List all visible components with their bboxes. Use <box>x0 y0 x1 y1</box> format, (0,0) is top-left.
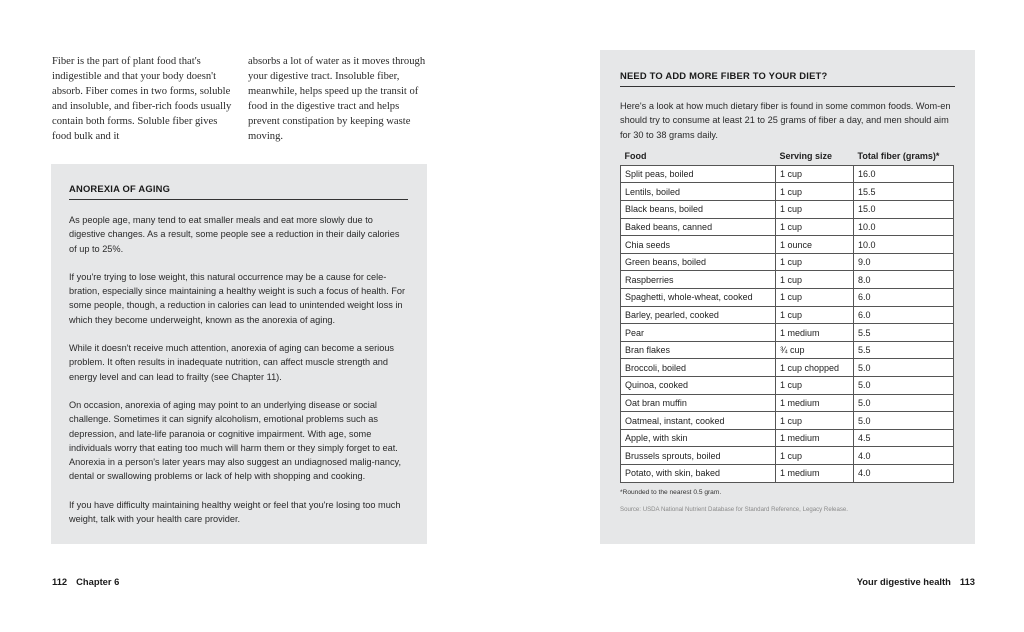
fiber-table-body <box>621 165 954 482</box>
total-fiber-cell: 5.5 <box>854 341 954 359</box>
table-row <box>621 236 954 254</box>
page-number: 113 <box>959 576 975 587</box>
running-head: Your digestive health <box>856 576 951 587</box>
food-cell: Oat bran muffin <box>621 394 776 412</box>
total-fiber-cell: 5.5 <box>854 324 954 342</box>
table-row <box>621 464 954 482</box>
food-cell: Potato, with skin, baked <box>621 464 776 482</box>
sidebar-paragraph: On occasion, anorexia of aging may point to an underlying disease or social challenge. Sometimes it can signify alcoholism, emotional problems such as depression, and late-life paranoia or cognitive impairment. With age, some individuals worry that eating too much will harm them or they simply forget to eat. Anorexia in a person's later years may also suggest an undiagnosed malig-nancy, dental or swallowing problems or lack of help with shopping and cooking. <box>69 399 402 482</box>
total-fiber-cell: 6.0 <box>854 289 954 307</box>
table-source: Source: USDA National Nutrient Database for Standard Reference, Legacy Release. <box>620 505 848 513</box>
total-fiber-cell: 5.0 <box>854 394 954 412</box>
column-header-food: Food <box>624 150 647 161</box>
total-fiber-cell: 15.0 <box>854 201 954 219</box>
table-header-row <box>621 147 954 166</box>
food-cell: Black beans, boiled <box>621 201 776 219</box>
table-row <box>621 165 954 183</box>
column-header-total-fiber: Total fiber (grams)* <box>857 150 940 161</box>
total-fiber-cell: 5.0 <box>854 412 954 430</box>
table-row <box>621 412 954 430</box>
food-cell: Apple, with skin <box>621 429 776 447</box>
serving-size-cell: 1 medium <box>776 324 854 342</box>
food-cell: Split peas, boiled <box>621 165 776 183</box>
food-cell: Baked beans, canned <box>621 218 776 236</box>
total-fiber-cell: 16.0 <box>854 165 954 183</box>
table-row <box>621 289 954 307</box>
sidebar-title: ANOREXIA OF AGING <box>69 183 408 200</box>
total-fiber-cell: 5.0 <box>854 377 954 395</box>
fiber-table <box>620 147 954 483</box>
fiber-sidebar <box>600 50 975 544</box>
sidebar-paragraph: While it doesn't receive much attention, anorexia of aging can become a serious problem. It often results in inadequate nutrition, can affect muscle strength and energy level and can lead to frailty (see Chapter 11). <box>69 343 395 382</box>
table-row <box>621 183 954 201</box>
table-row <box>621 377 954 395</box>
food-cell: Broccoli, boiled <box>621 359 776 377</box>
food-cell: Spaghetti, whole-wheat, cooked <box>621 289 776 307</box>
serving-size-cell: 1 ounce <box>776 236 854 254</box>
fiber-sidebar-title: NEED TO ADD MORE FIBER TO YOUR DIET? <box>620 70 955 87</box>
sidebar-paragraph: If you're trying to lose weight, this natural occurrence may be a cause for cele-bration, especially since maintaining a healthy weight is such a focus of health. For some people, though, a reduction in calories can lead to unintended weight loss in which they become underweight, known as the anorexia of aging. <box>69 271 406 325</box>
fiber-intro-text: Here's a look at how much dietary fiber is found in some common foods. Wom-en should try to consume at least 21 to 25 grams of fiber a day, and men should aim for 30 to 38 grams daily. <box>620 101 951 140</box>
column-header-serving-size: Serving size <box>779 150 833 161</box>
table-row <box>621 324 954 342</box>
body-text-column-2: absorbs a lot of water as it moves through your digestive tract. Insoluble fiber, meanwhile, helps speed up the transit of food in the digestive tract and helps prevent constipation by keeping waste moving. <box>248 56 426 142</box>
page-number: 112 <box>52 576 68 587</box>
serving-size-cell: 1 cup <box>776 271 854 289</box>
left-page-footer <box>52 576 119 587</box>
serving-size-cell: 1 cup chopped <box>776 359 854 377</box>
food-cell: Quinoa, cooked <box>621 377 776 395</box>
serving-size-cell: 1 medium <box>776 394 854 412</box>
food-cell: Green beans, boiled <box>621 253 776 271</box>
serving-size-cell: 1 cup <box>776 183 854 201</box>
total-fiber-cell: 10.0 <box>854 218 954 236</box>
food-cell: Pear <box>621 324 776 342</box>
serving-size-cell: 1 cup <box>776 253 854 271</box>
table-row <box>621 201 954 219</box>
table-row <box>621 394 954 412</box>
food-cell: Chia seeds <box>621 236 776 254</box>
serving-size-cell: 1 cup <box>776 201 854 219</box>
total-fiber-cell: 9.0 <box>854 253 954 271</box>
table-row <box>621 271 954 289</box>
sidebar-paragraph: As people age, many tend to eat smaller meals and eat more slowly due to digestive changes. As a result, some people see a reduction in their daily calories of up to 25%. <box>69 215 400 254</box>
food-cell: Raspberries <box>621 271 776 289</box>
serving-size-cell: 1 medium <box>776 464 854 482</box>
food-cell: Lentils, boiled <box>621 183 776 201</box>
total-fiber-cell: 4.0 <box>854 464 954 482</box>
table-row <box>621 253 954 271</box>
food-cell: Barley, pearled, cooked <box>621 306 776 324</box>
total-fiber-cell: 6.0 <box>854 306 954 324</box>
serving-size-cell: 1 cup <box>776 306 854 324</box>
serving-size-cell: 1 cup <box>776 165 854 183</box>
table-row <box>621 306 954 324</box>
table-row <box>621 429 954 447</box>
total-fiber-cell: 8.0 <box>854 271 954 289</box>
serving-size-cell: 1 cup <box>776 377 854 395</box>
body-text-column-1: Fiber is the part of plant food that's indigestible and that your body doesn't absorb. Fiber comes in two forms, soluble and insoluble, and fiber-rich foods usually contain both forms. Soluble fiber gives food bulk and it <box>52 56 232 142</box>
total-fiber-cell: 4.5 <box>854 429 954 447</box>
total-fiber-cell: 10.0 <box>854 236 954 254</box>
serving-size-cell: 1 cup <box>776 289 854 307</box>
serving-size-cell: 1 cup <box>776 447 854 465</box>
food-cell: Bran flakes <box>621 341 776 359</box>
total-fiber-cell: 5.0 <box>854 359 954 377</box>
serving-size-cell: 1 medium <box>776 429 854 447</box>
table-row <box>621 447 954 465</box>
table-row <box>621 218 954 236</box>
table-footnote: *Rounded to the nearest 0.5 gram. <box>620 488 722 496</box>
total-fiber-cell: 4.0 <box>854 447 954 465</box>
serving-size-cell: 1 cup <box>776 218 854 236</box>
serving-size-cell: ¾ cup <box>776 341 854 359</box>
anorexia-of-aging-sidebar <box>51 164 427 544</box>
running-head: Chapter 6 <box>76 576 120 587</box>
total-fiber-cell: 15.5 <box>854 183 954 201</box>
table-row <box>621 341 954 359</box>
serving-size-cell: 1 cup <box>776 412 854 430</box>
sidebar-paragraph: If you have difficulty maintaining healthy weight or feel that you're losing too much weight, talk with your health care provider. <box>69 499 401 525</box>
table-row <box>621 359 954 377</box>
food-cell: Oatmeal, instant, cooked <box>621 412 776 430</box>
right-page-footer <box>857 576 975 587</box>
food-cell: Brussels sprouts, boiled <box>621 447 776 465</box>
